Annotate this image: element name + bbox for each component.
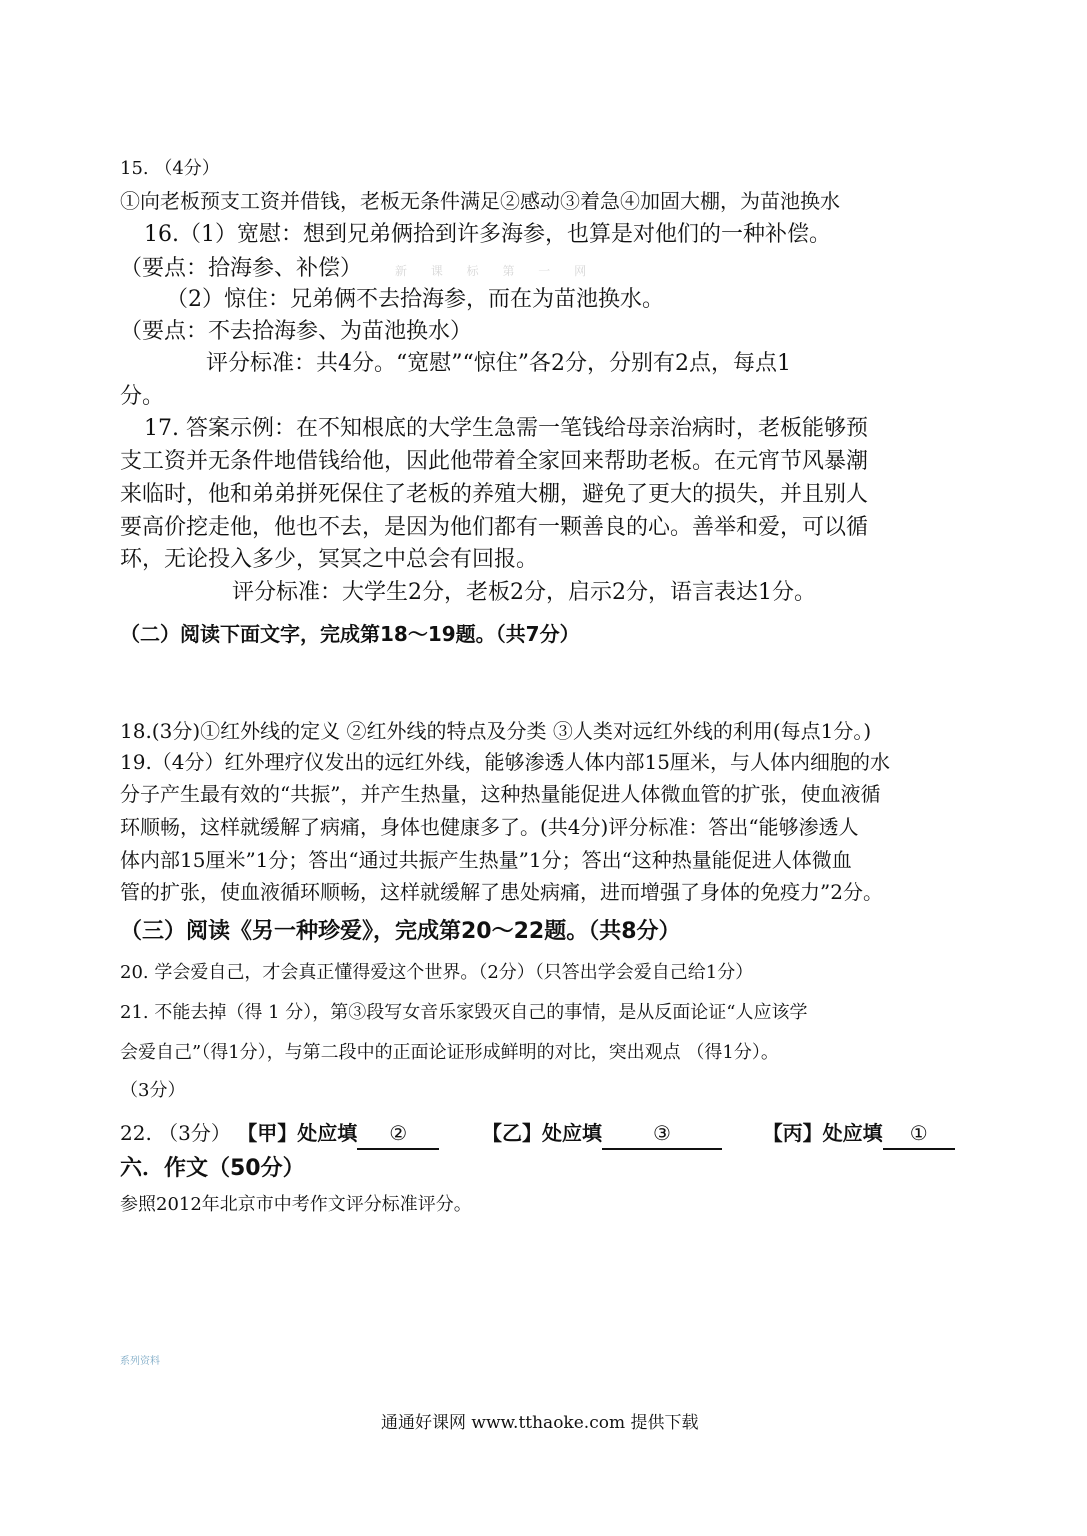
q22-yi-blank: ③: [602, 1118, 722, 1150]
q16-part1-keypoints: （要点：拾海参、补偿）: [120, 256, 363, 281]
q16-score-line1: 评分标准：共4分。“宽慰”“惊住”各2分，分别有2点，每点1: [206, 351, 791, 376]
q15-heading: 15. （4分）: [120, 158, 220, 179]
footer-mark: 系列资料: [120, 1356, 160, 1367]
q22-jia-label: 【甲】处应填: [237, 1121, 358, 1145]
section6-heading: 六．作文（50分）: [120, 1156, 305, 1181]
q21-line: 21. 不能去掉（得 1 分），第③段写女音乐家毁灭自己的事情，是从反面论证“人应该学: [120, 1002, 808, 1023]
q17-line: 支工资并无条件地借钱给他，因此他带着全家回来帮助老板。在元宵节风暴潮: [120, 449, 869, 474]
q19-line: 环顺畅，这样就缓解了病痛，身体也健康多了。(共4分)评分标准：答出“能够渗透人: [120, 815, 859, 839]
section6-text: 参照2012年北京市中考作文评分标准评分。: [120, 1194, 472, 1215]
q16-part2-keypoints: （要点：不去拾海参、为苗池换水）: [120, 319, 473, 344]
q19-line: 分子产生最有效的“共振”，并产生热量，这种热量能促进人体微血管的扩张，使血液循: [120, 782, 881, 806]
q19-line: 体内部15厘米”1分；答出“通过共振产生热量”1分；答出“这种热量能促进人体微血: [120, 848, 852, 872]
q17-line: 要高价挖走他，他也不去，是因为他们都有一颗善良的心。善举和爱，可以循: [120, 515, 869, 540]
q19-line: 管的扩张，使血液循环顺畅，这样就缓解了患处病痛，进而增强了身体的免疫力”2分。: [120, 880, 883, 904]
q18-answer: 18.(3分)①红外线的定义 ②红外线的特点及分类 ③人类对远红外线的利用(每点1分。): [120, 719, 872, 743]
q16-part2: （2）惊住：兄弟俩不去拾海参，而在为苗池换水。: [166, 287, 664, 312]
section3-heading: （三）阅读《另一种珍爱》，完成第20～22题。（共8分）: [120, 919, 681, 944]
q15-answer: ①向老板预支工资并借钱，老板无条件满足②感动③着急④加固大棚，为苗池换水: [120, 189, 840, 213]
q17-line: 17. 答案示例：在不知根底的大学生急需一笔钱给母亲治病时，老板能够预: [144, 416, 868, 441]
q21-line: （3分）: [120, 1080, 186, 1101]
q16-score-line2: 分。: [120, 384, 165, 409]
footer-credit: 通通好课网 www.tthaoke.com 提供下载: [381, 1413, 699, 1433]
q17-score: 评分标准：大学生2分，老板2分，启示2分，语言表达1分。: [232, 580, 816, 605]
q22-answer: [120, 1118, 955, 1150]
q21-line: 会爱自己”（得1分），与第二段中的正面论证形成鲜明的对比，突出观点 （得1分）。: [120, 1042, 779, 1063]
q22-jia-blank: ②: [357, 1118, 439, 1150]
q17-line: 环，无论投入多少，冥冥之中总会有回报。: [120, 547, 539, 572]
q22-bing-blank: ①: [883, 1118, 955, 1150]
watermark-text: 新 课 标 第 一 网: [395, 264, 597, 278]
section2-heading: （二）阅读下面文字，完成第18～19题。（共7分）: [120, 622, 580, 646]
q16-part1: 16.（1）宽慰：想到兄弟俩拾到许多海参，也算是对他们的一种补偿。: [144, 222, 831, 247]
q22-bing-label: 【丙】处应填: [762, 1121, 883, 1145]
q19-line: 19.（4分）红外理疗仪发出的远红外线，能够渗透人体内部15厘米，与人体内细胞的水: [120, 750, 890, 774]
q17-line: 来临时，他和弟弟拼死保住了老板的养殖大棚，避免了更大的损失，并且别人: [120, 482, 869, 507]
q22-yi-label: 【乙】处应填: [481, 1121, 602, 1145]
q20-answer: 20. 学会爱自己，才会真正懂得爱这个世界。（2分）（只答出学会爱自己给1分）: [120, 962, 754, 983]
q22-lead: 22. （3分）: [120, 1121, 231, 1145]
